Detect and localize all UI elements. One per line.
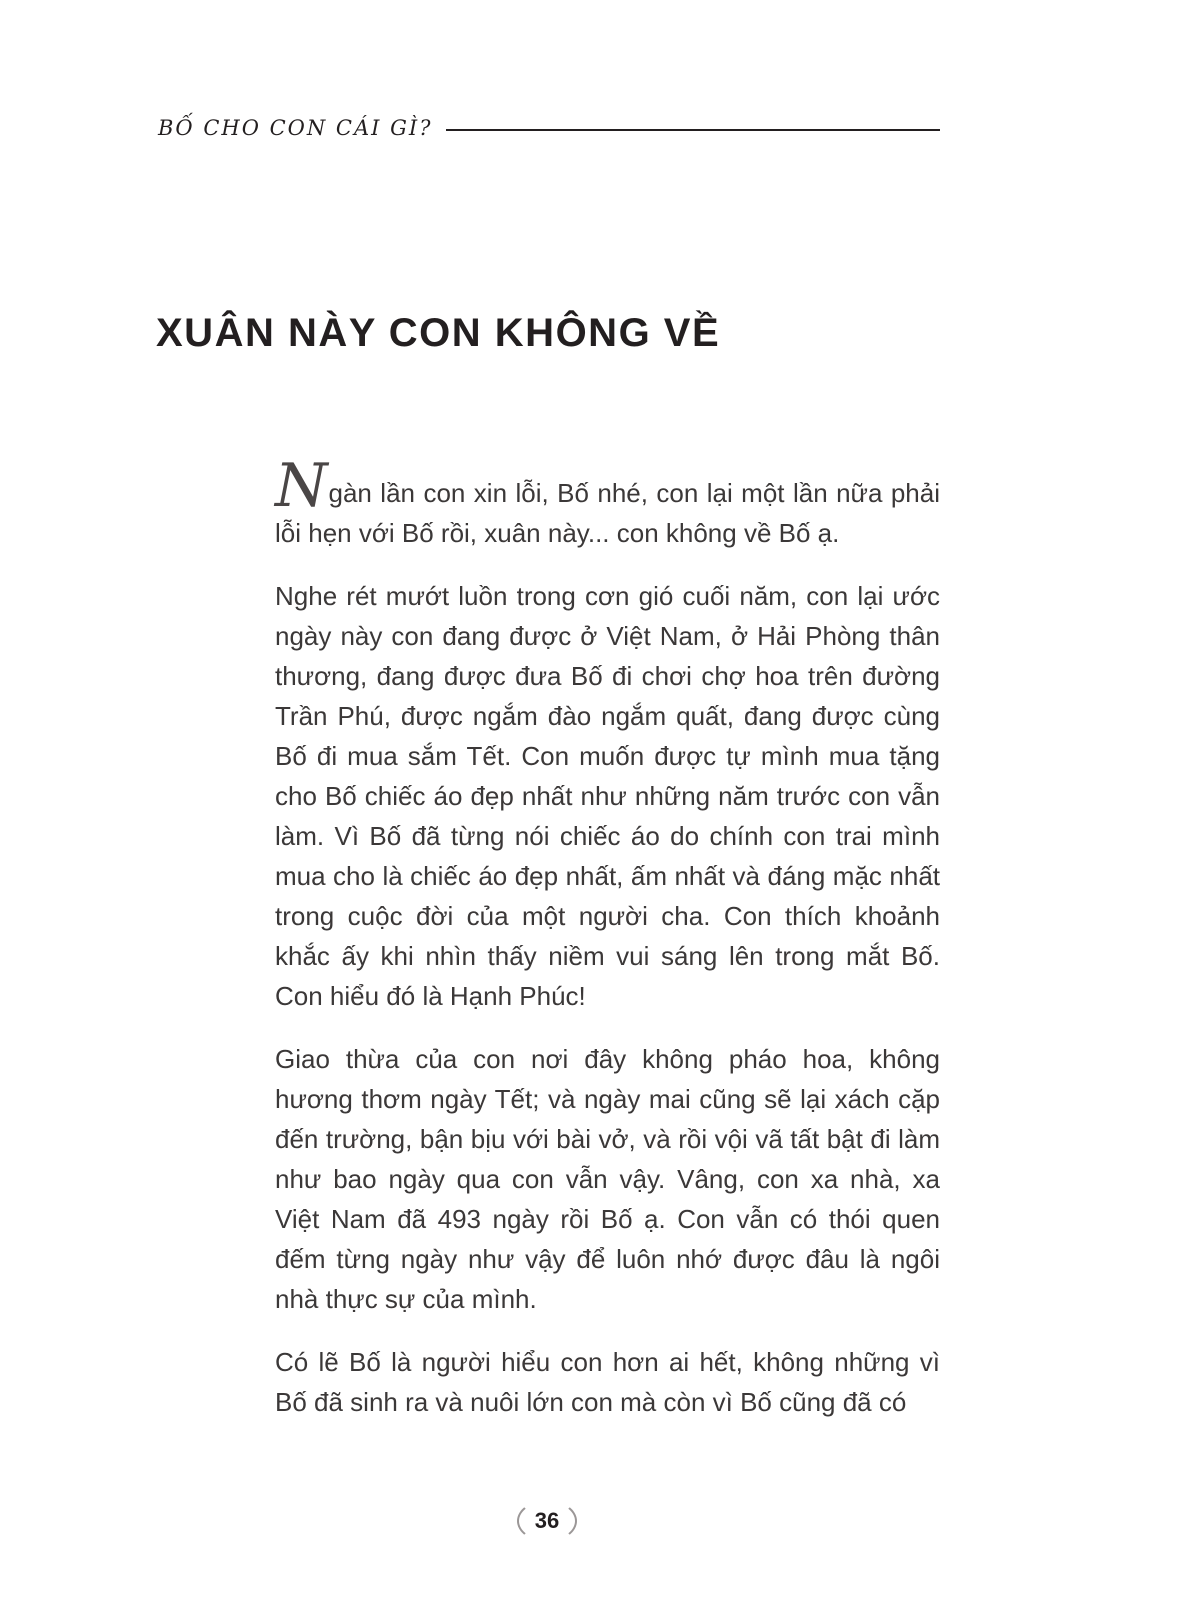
paragraph-4: Có lẽ Bố là người hiểu con hơn ai hết, không những vì Bố đã sinh ra và nuôi lớn con mà còn vì Bố cũng đã có — [275, 1347, 940, 1417]
paragraph-1-text: gàn lần con xin lỗi, Bố nhé, con lại một lần nữa phải lỗi hẹn với Bố rồi, xuân này... con không về Bố ạ. — [275, 478, 940, 548]
paragraph-3: Giao thừa của con nơi đây không pháo hoa, không hương thơm ngày Tết; và ngày mai cũng sẽ lại xách cặp đến trường, bận bịu với bài vở, và rồi vội vã tất bật đi làm như bao ngày qua con vẫn vậy. Vâng, con xa nhà, xa Việt Nam đã 493 ngày rồi Bố ạ. Con vẫn có thói quen đếm từng ngày như vậy để luôn nhớ được đâu là ngôi nhà thực sự của mình. — [275, 1044, 940, 1314]
page-number: 36 — [534, 1508, 560, 1533]
body-text — [275, 451, 940, 1445]
chapter-title: XUÂN NÀY CON KHÔNG VỀ — [156, 311, 721, 355]
paragraph-1 — [275, 451, 940, 553]
page-number-badge — [517, 1500, 577, 1542]
running-header — [158, 116, 940, 140]
paragraph-2: Nghe rét mướt luồn trong cơn gió cuối năm, con lại ước ngày này con đang được ở Việt Nam, ở Hải Phòng thân thương, đang được đưa Bố đi chơi chợ hoa trên đường Trần Phú, được ngắm đào ngắm quất, đang được cùng Bố đi mua sắm Tết. Con muốn được tự mình mua tặng cho Bố chiếc áo đẹp nhất như những năm trước con vẫn làm. Vì Bố đã từng nói chiếc áo do chính con trai mình mua cho là chiếc áo đẹp nhất, ấm nhất và đáng mặc nhất trong cuộc đời của một người cha. Con thích khoảnh khắc ấy khi nhìn thấy niềm vui sáng lên trong mắt Bố. Con hiểu đó là Hạnh Phúc! — [275, 581, 940, 1011]
drop-cap: N — [275, 451, 328, 521]
running-title: BỐ CHO CON CÁI GÌ? — [158, 116, 433, 140]
header-rule — [446, 129, 940, 131]
